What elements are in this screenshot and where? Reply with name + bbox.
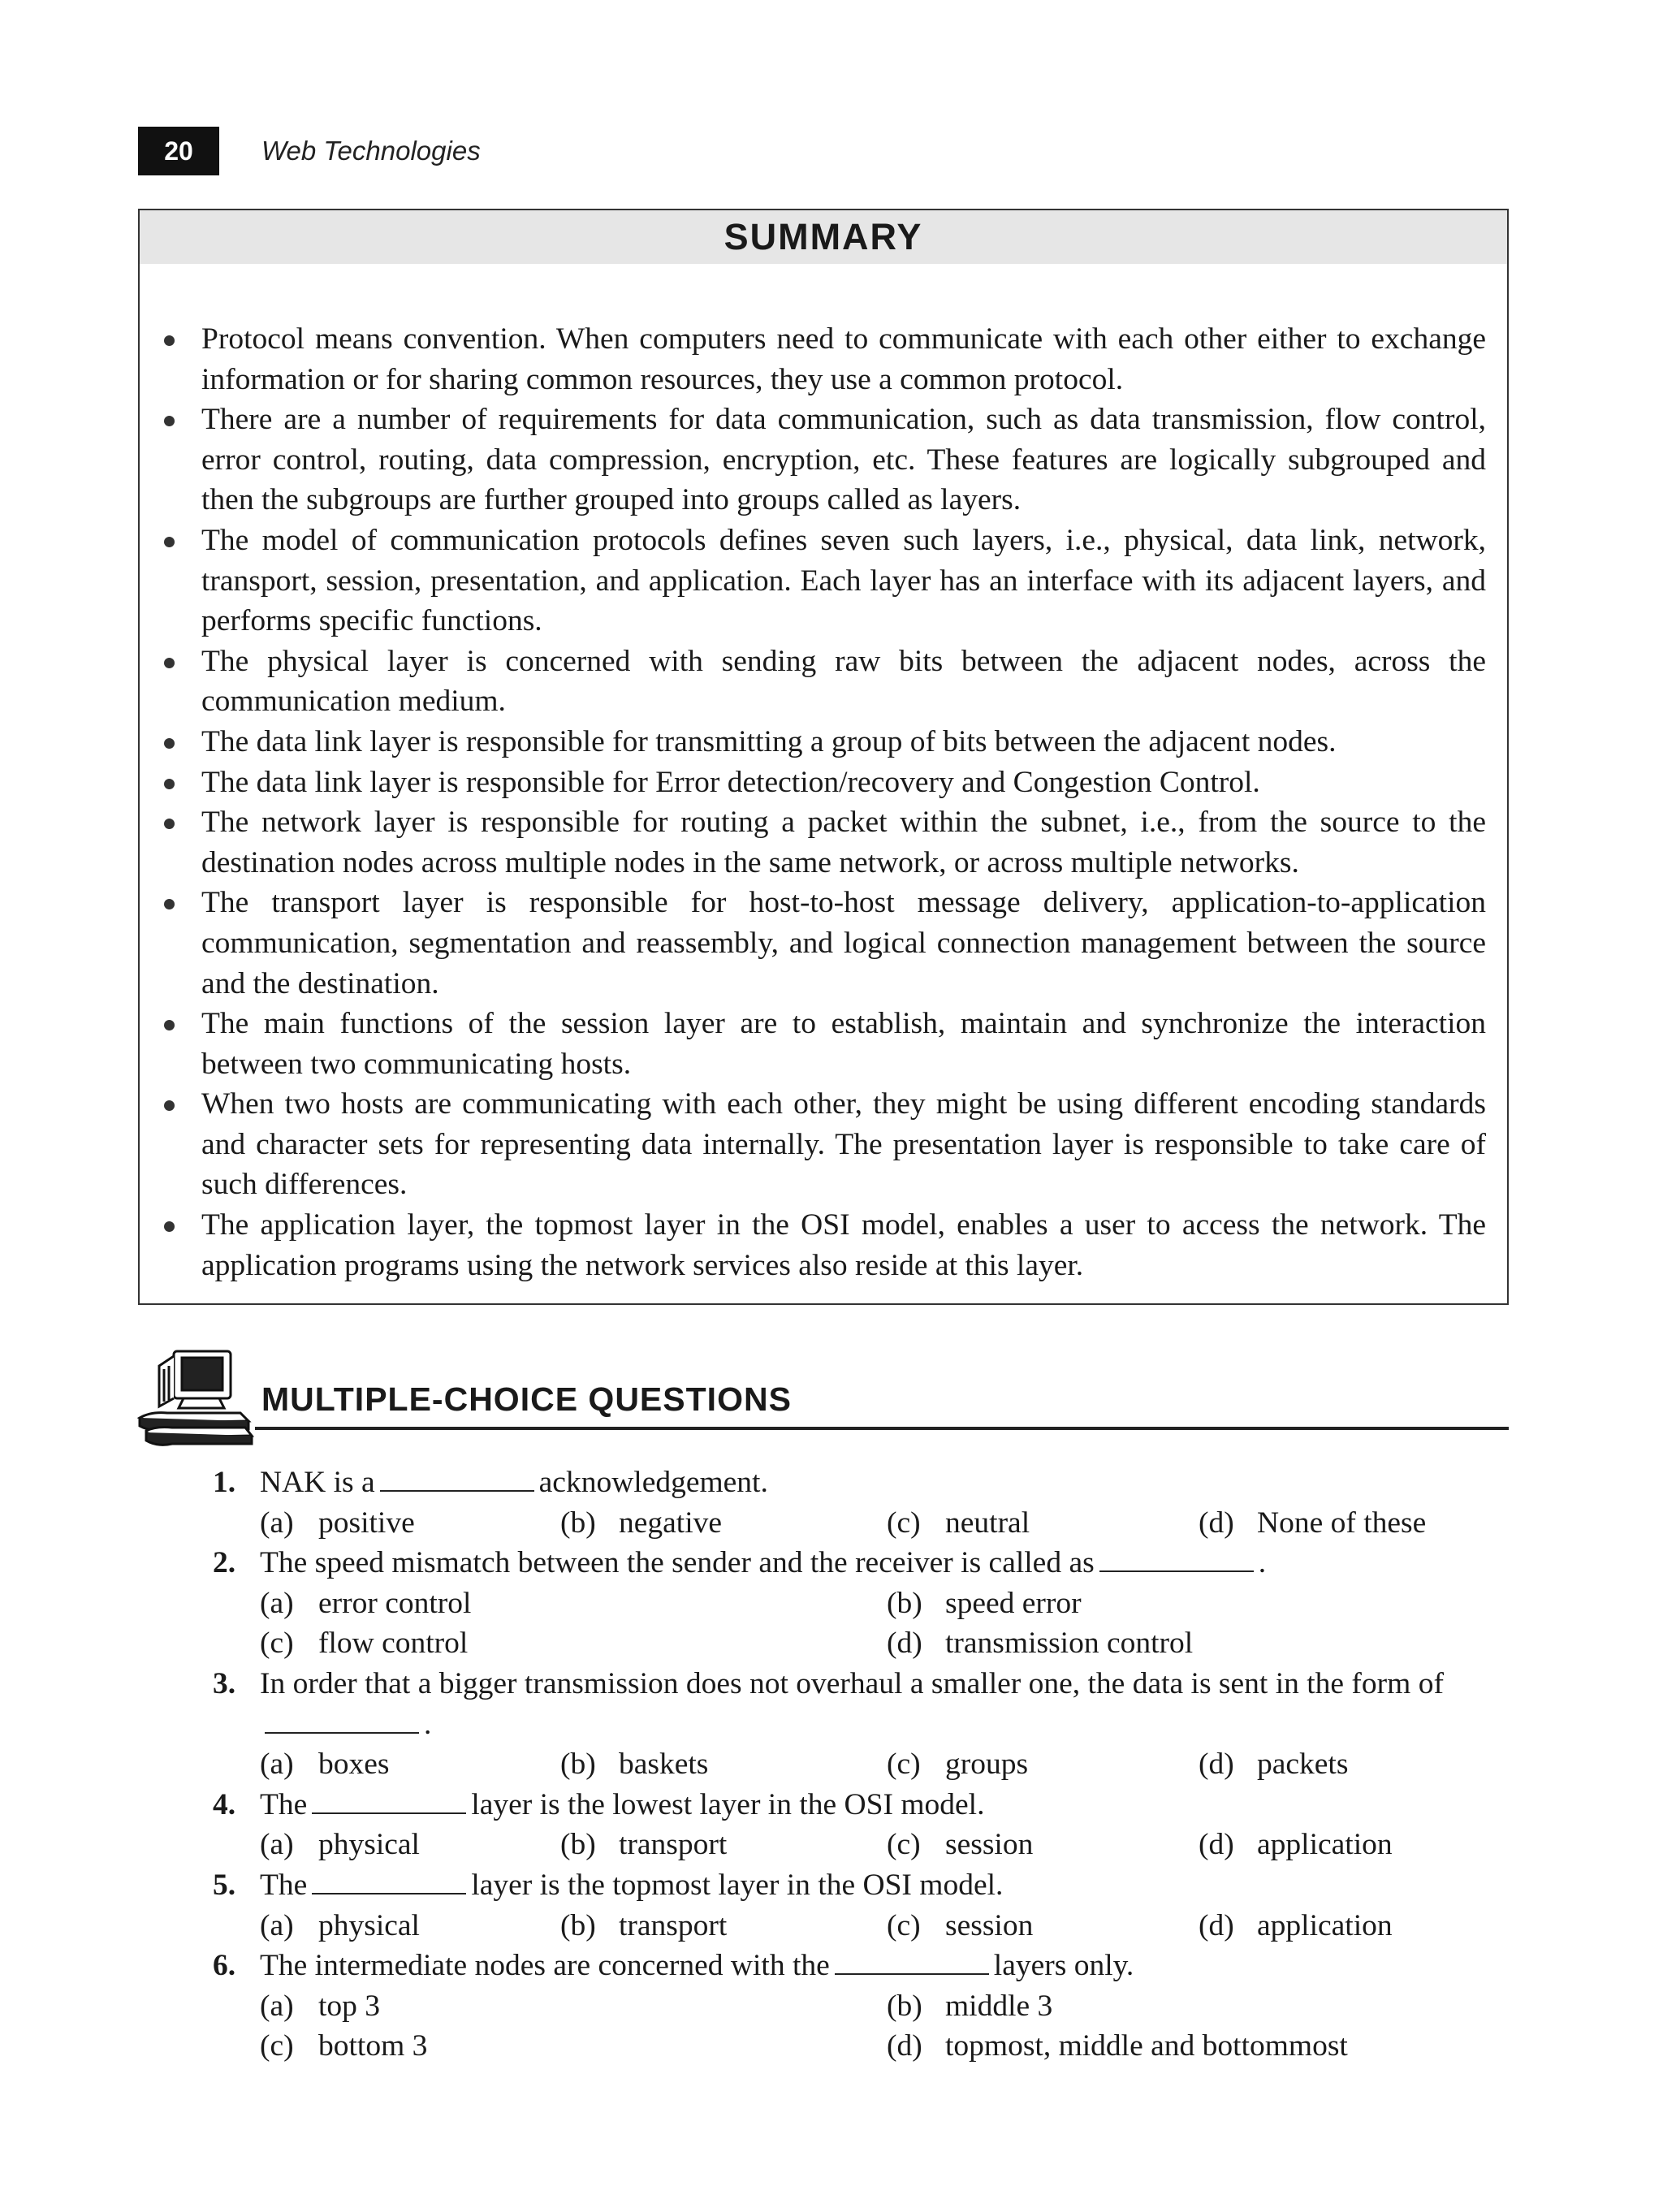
summary-list	[140, 319, 1507, 1285]
bullet-icon	[164, 537, 175, 547]
option-c: (c) flow control	[260, 1627, 469, 1661]
summary-item: The data link layer is responsible for Error detection/recovery and Congestion Control.	[140, 763, 1507, 803]
option-d: (d) application	[1199, 1828, 1393, 1862]
option-c: (c) bottom 3	[260, 2029, 428, 2063]
summary-item: The network layer is responsible for routing a packet within the subnet, i.e., from the source to the destination nodes across multiple nodes in the same network, or across multiple networks.	[140, 802, 1507, 883]
options-row	[211, 1583, 1510, 1624]
summary-item: When two hosts are communicating with each other, they might be using different encoding standards and character sets for representing data internally. The presentation layer is responsible to take care of such differences.	[140, 1084, 1507, 1205]
option-a: (a) boxes	[260, 1748, 390, 1782]
option-a: (a) error control	[260, 1586, 472, 1620]
question-6: 6. The intermediate nodes are concerned with the layers only.	[213, 1949, 1134, 1983]
option-c: (c) session	[887, 1828, 1034, 1862]
bullet-icon	[164, 1020, 175, 1030]
option-b: (b) negative	[560, 1506, 723, 1540]
option-d: (d) packets	[1199, 1748, 1349, 1782]
question-4: 4. The layer is the lowest layer in the OSI model.	[213, 1787, 985, 1821]
answer-blank	[835, 1948, 989, 1975]
options-row	[211, 1623, 1510, 1664]
options-row	[211, 1503, 1510, 1544]
bullet-icon	[164, 335, 175, 346]
option-b: (b) baskets	[560, 1748, 709, 1782]
option-d: (d) application	[1199, 1908, 1393, 1942]
bullet-icon	[164, 1221, 175, 1232]
option-d: (d) None of these	[1199, 1506, 1427, 1540]
summary-item: The data link layer is responsible for transmitting a group of bits between the adjacent nodes.	[140, 722, 1507, 763]
answer-blank	[1099, 1545, 1254, 1572]
bullet-icon	[164, 416, 175, 426]
bullet-icon	[164, 658, 175, 668]
page-number: 20	[138, 127, 219, 175]
answer-blank	[312, 1787, 466, 1814]
option-a: (a) physical	[260, 1828, 420, 1862]
summary-item: The physical layer is concerned with sending raw bits between the adjacent nodes, across the communication medium.	[140, 642, 1507, 722]
bullet-icon	[164, 779, 175, 789]
bullet-icon	[164, 899, 175, 909]
option-b: (b) transport	[560, 1908, 728, 1942]
bullet-icon	[164, 738, 175, 749]
answer-blank	[380, 1465, 534, 1492]
option-c: (c) groups	[887, 1748, 1029, 1782]
summary-title: SUMMARY	[140, 210, 1507, 264]
option-b: (b) speed error	[887, 1586, 1082, 1620]
option-b: (b) middle 3	[887, 1989, 1053, 2023]
question-1: 1. NAK is a acknowledgement.	[213, 1466, 768, 1499]
computer-books-icon	[135, 1348, 257, 1454]
bullet-icon	[164, 819, 175, 829]
options-row	[211, 1744, 1510, 1785]
question-3: 3. In order that a bigger transmission does not overhaul a smaller one, the data is sent in the form of.	[213, 1666, 1444, 1741]
book-title: Web Technologies	[261, 136, 481, 166]
option-c: (c) session	[887, 1908, 1034, 1942]
summary-item: The main functions of the session layer are to establish, maintain and synchronize the interaction between two communicating hosts.	[140, 1004, 1507, 1084]
options-row	[211, 1906, 1510, 1946]
mcq-section-title: MULTIPLE-CHOICE QUESTIONS	[261, 1380, 792, 1418]
summary-item: The transport layer is responsible for host-to-host message delivery, application-to-application communication, segmentation and reassembly, and logical connection management between the source and the destination.	[140, 883, 1507, 1004]
options-row	[211, 1986, 1510, 2027]
summary-item: The model of communication protocols defines seven such layers, i.e., physical, data link, network, transport, session, presentation, and application. Each layer has an interface with its adjacent layers, and performs specific functions.	[140, 521, 1507, 642]
section-divider	[255, 1427, 1509, 1430]
summary-item: There are a number of requirements for data communication, such as data transmission, flow control, error control, routing, data compression, encryption, etc. These features are logically subgrouped and then the subgroups are further grouped into groups called as layers.	[140, 400, 1507, 521]
option-a: (a) top 3	[260, 1989, 381, 2023]
bullet-icon	[164, 1100, 175, 1111]
question-list	[211, 1462, 1510, 2067]
option-a: (a) physical	[260, 1908, 420, 1942]
answer-blank	[265, 1707, 419, 1734]
question-2: 2. The speed mismatch between the sender and the receiver is called as .	[213, 1546, 1267, 1580]
options-row	[211, 1825, 1510, 1865]
option-a: (a) positive	[260, 1506, 415, 1540]
option-b: (b) transport	[560, 1828, 728, 1862]
option-d: (d) transmission control	[887, 1627, 1194, 1661]
option-d: (d) topmost, middle and bottommost	[887, 2029, 1348, 2063]
answer-blank	[312, 1868, 466, 1894]
option-c: (c) neutral	[887, 1506, 1030, 1540]
summary-box	[138, 209, 1509, 1305]
question-5: 5. The layer is the topmost layer in the OSI model.	[213, 1868, 1004, 1902]
summary-item: Protocol means convention. When computers need to communicate with each other either to exchange information or for sharing common resources, they use a common protocol.	[140, 319, 1507, 400]
summary-item: The application layer, the topmost layer in the OSI model, enables a user to access the network. The application programs using the network services also reside at this layer.	[140, 1205, 1507, 1285]
options-row	[211, 2026, 1510, 2067]
running-header	[138, 127, 481, 175]
